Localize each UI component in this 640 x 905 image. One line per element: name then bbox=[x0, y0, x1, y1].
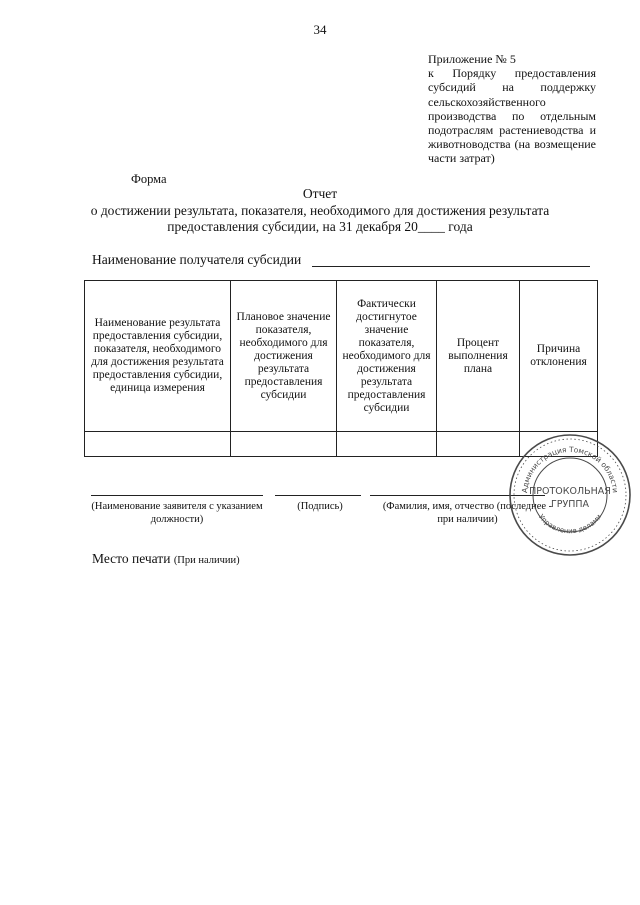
appendix-block bbox=[428, 52, 596, 166]
form-label: Форма bbox=[131, 172, 167, 186]
seal-outer-text: Администрация Томской области bbox=[520, 444, 620, 494]
fio-caption: (Фамилия, имя, отчество (последнее - при наличии) bbox=[382, 501, 553, 525]
table-cell[interactable] bbox=[85, 432, 231, 457]
report-subtitle-line2: предоставления субсидии, на 31 декабря 20____ года bbox=[167, 219, 473, 234]
appendix-body: к Порядку предоставления субсидий на поддержку сельскохозяйственного производства по отдельным подотраслям растениеводства и животноводства (на возмещение части затрат) bbox=[428, 66, 596, 166]
recipient-label: Наименование получателя субсидии bbox=[92, 252, 302, 267]
report-subtitle-line1: о достижении результата, показателя, необходимого для достижения результата bbox=[90, 203, 550, 218]
header-cell-result-name: Наименование результата предоставления субсидии, показателя, необходимого для достижения результата предоставления субсидии, единица измерения bbox=[85, 281, 231, 432]
page-number: 34 bbox=[313, 22, 327, 37]
applicant-signature-line[interactable] bbox=[91, 495, 263, 496]
signature-caption: (Подпись) bbox=[297, 501, 343, 512]
signature-line[interactable] bbox=[275, 495, 361, 496]
official-seal-stamp bbox=[507, 432, 633, 558]
recipient-input-line[interactable] bbox=[312, 266, 590, 267]
applicant-caption: (Наименование заявителя с указанием должности) bbox=[91, 501, 263, 525]
stamp-place-label: Место печати bbox=[92, 551, 171, 566]
appendix-title: Приложение № 5 bbox=[428, 52, 516, 66]
stamp-place-note: (При наличии) bbox=[173, 555, 240, 566]
header-cell-planned-value: Плановое значение показателя, необходимого для достижения результата предоставления субсидии bbox=[231, 281, 337, 432]
table-header-row bbox=[85, 281, 598, 432]
seal-bottom-text: Управление делами bbox=[536, 512, 604, 536]
svg-text:Управление делами bbox=[537, 513, 603, 535]
table-cell[interactable] bbox=[337, 432, 437, 457]
seal-inner-text-1: ПРОТОКОЛЬНАЯ bbox=[529, 486, 611, 497]
table-cell[interactable] bbox=[231, 432, 337, 457]
seal-inner-text-2: ГРУППА bbox=[550, 499, 590, 510]
header-cell-reason: Причина отклонения bbox=[520, 281, 598, 432]
report-table bbox=[84, 280, 598, 457]
header-cell-percent: Процент выполнения плана bbox=[437, 281, 520, 432]
header-cell-actual-value: Фактически достигнутое значение показателя, необходимого для достижения результата предоставления субсидии bbox=[337, 281, 437, 432]
stamp-place bbox=[92, 551, 240, 567]
report-title: Отчет bbox=[302, 186, 338, 201]
